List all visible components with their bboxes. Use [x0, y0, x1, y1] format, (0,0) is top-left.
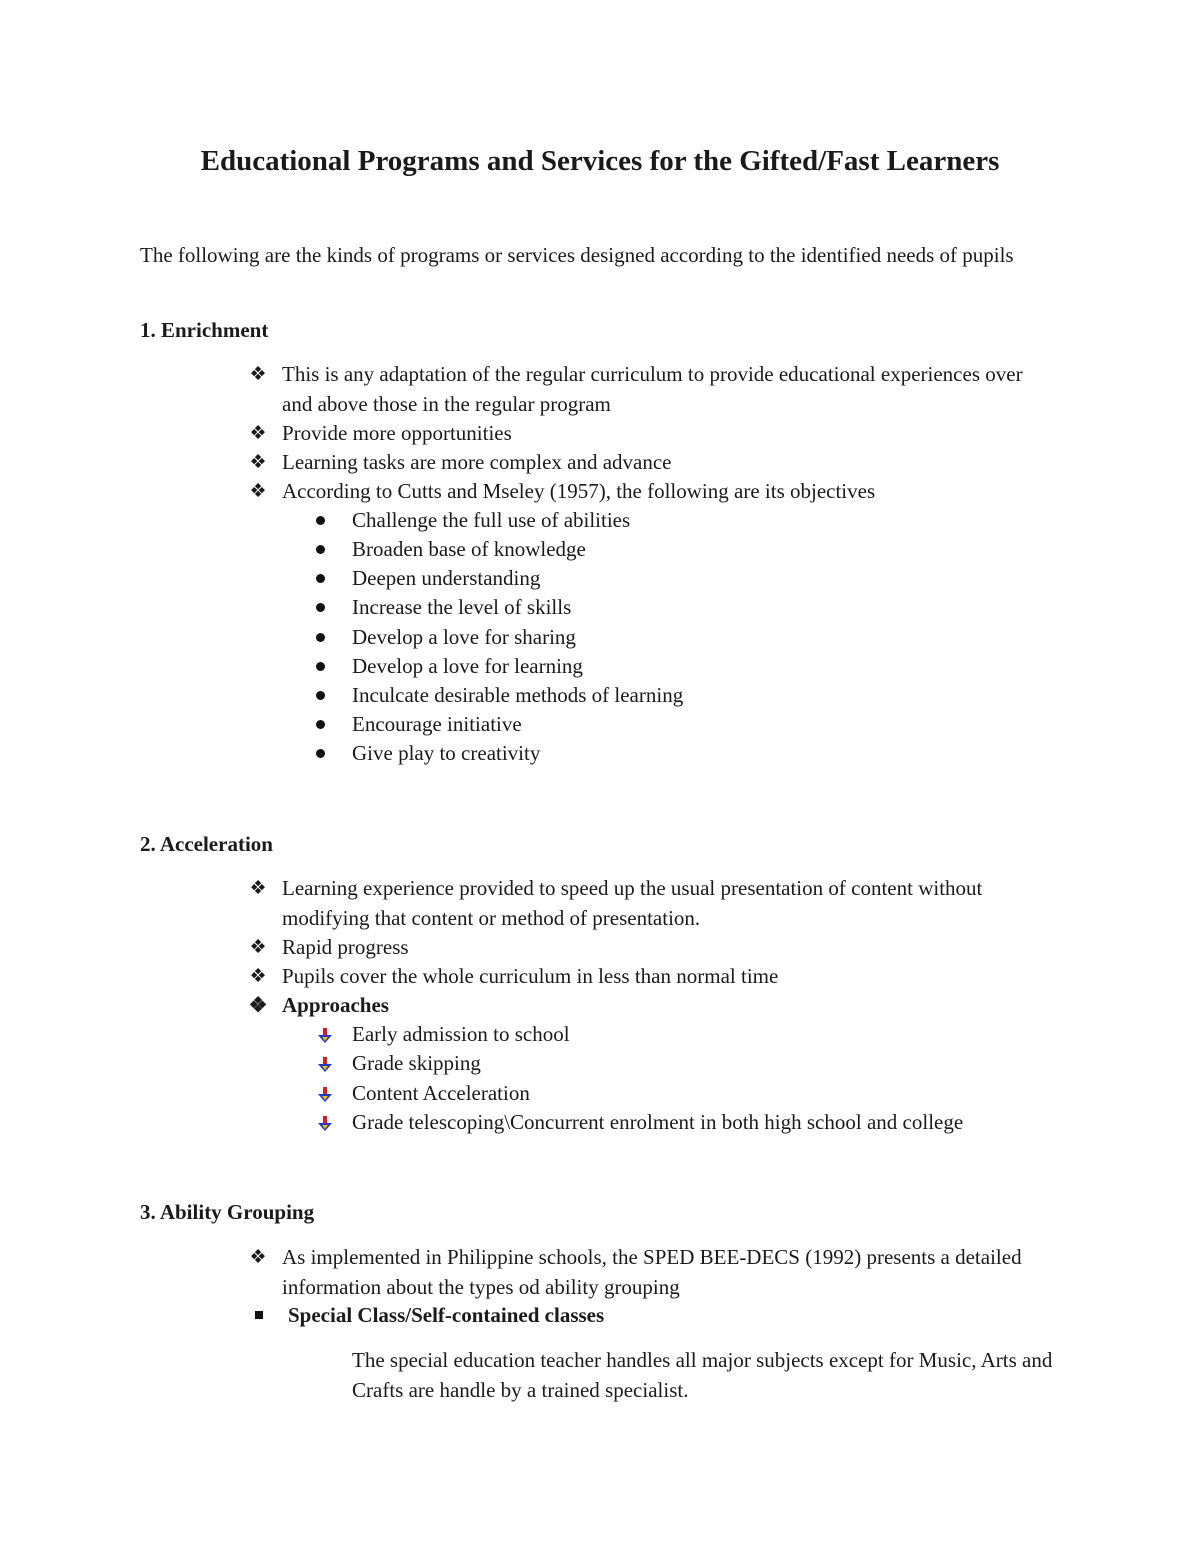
intro-paragraph: The following are the kinds of programs or services designed according to the identified needs of pupils	[140, 243, 1014, 267]
objective-item: Give play to creativity	[352, 741, 541, 765]
section-heading-acceleration: 2. Acceleration	[140, 832, 273, 856]
approach-item: Content Acceleration	[352, 1081, 530, 1105]
approaches-label: Approaches	[282, 993, 389, 1017]
list-item: Learning tasks are more complex and advance	[282, 450, 672, 474]
section-heading-ability-grouping: 3. Ability Grouping	[140, 1200, 315, 1224]
approach-item: Grade skipping	[352, 1051, 481, 1075]
four-diamond-bullet-icon: ❖	[249, 452, 267, 473]
four-diamond-bullet-icon: ❖	[249, 966, 267, 987]
objective-item: Inculcate desirable methods of learning	[352, 683, 684, 707]
approach-item: Grade telescoping\Concurrent enrolment in both high school and college	[352, 1110, 964, 1134]
list-item: Rapid progress	[282, 935, 409, 959]
round-bullet-icon	[316, 603, 325, 612]
four-diamond-bullet-icon: ❖	[249, 937, 267, 958]
round-bullet-icon	[316, 633, 325, 642]
four-diamond-bullet-icon: ❖	[248, 993, 268, 1017]
objective-item: Develop a love for sharing	[352, 625, 576, 649]
four-diamond-bullet-icon: ❖	[249, 878, 267, 899]
down-arrow-bullet-icon	[318, 1087, 332, 1103]
section-heading-enrichment: 1. Enrichment	[140, 318, 269, 342]
list-item: This is any adaptation of the regular curriculum to provide educational experiences over and above those in the regular program	[282, 362, 1023, 416]
four-diamond-bullet-icon: ❖	[249, 481, 267, 502]
list-item: Provide more opportunities	[282, 421, 512, 445]
list-item: Pupils cover the whole curriculum in less than normal time	[282, 964, 779, 988]
round-bullet-icon	[316, 720, 325, 729]
down-arrow-bullet-icon	[318, 1116, 332, 1132]
round-bullet-icon	[316, 749, 325, 758]
round-bullet-icon	[316, 574, 325, 583]
objective-item: Encourage initiative	[352, 712, 522, 736]
four-diamond-bullet-icon: ❖	[249, 364, 267, 385]
round-bullet-icon	[316, 662, 325, 671]
objective-item: Deepen understanding	[352, 566, 541, 590]
down-arrow-bullet-icon	[318, 1057, 332, 1073]
approach-item: Early admission to school	[352, 1022, 570, 1046]
round-bullet-icon	[316, 545, 325, 554]
list-item: According to Cutts and Mseley (1957), the following are its objectives	[282, 479, 876, 503]
four-diamond-bullet-icon: ❖	[249, 1247, 267, 1268]
list-item: Learning experience provided to speed up the usual presentation of content without modifying that content or method of presentation.	[282, 876, 983, 930]
round-bullet-icon	[316, 691, 325, 700]
round-bullet-icon	[316, 516, 325, 525]
objective-item: Challenge the full use of abilities	[352, 508, 631, 532]
objective-item: Increase the level of skills	[352, 595, 572, 619]
document-title: Educational Programs and Services for the Gifted/Fast Learners	[200, 145, 1000, 177]
special-class-paragraph: The special education teacher handles all major subjects except for Music, Arts and Crafts are handle by a trained specialist.	[352, 1348, 1053, 1402]
down-arrow-bullet-icon	[318, 1028, 332, 1044]
four-diamond-bullet-icon: ❖	[249, 423, 267, 444]
objective-item: Develop a love for learning	[352, 654, 583, 678]
subheading-special-class: Special Class/Self-contained classes	[288, 1303, 605, 1327]
objective-item: Broaden base of knowledge	[352, 537, 586, 561]
square-bullet-icon	[255, 1311, 263, 1319]
list-item: As implemented in Philippine schools, the SPED BEE-DECS (1992) presents a detailed information about the types od ability grouping	[282, 1245, 1022, 1299]
